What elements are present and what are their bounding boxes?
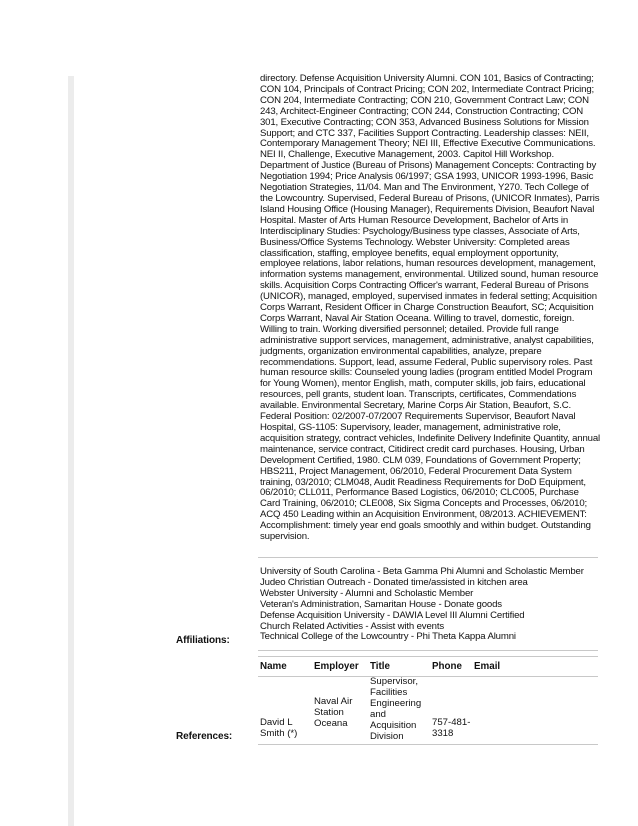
header-name: Name (260, 661, 287, 672)
affiliation-item: Judeo Christian Outreach - Donated time/assisted in kitchen area (260, 576, 528, 588)
header-employer: Employer (314, 661, 359, 672)
references-label: References: (176, 731, 233, 742)
divider-top (258, 557, 598, 558)
divider-middle (258, 650, 598, 651)
skills-paragraph: directory. Defense Acquisition University Alumni. CON 101, Basics of Contracting; CON 104, Principals of Contract Pricing; CON 202, Intermediate Contract Pricing; CON 204, Intermediate Contracting; CON 210, Government Contract Law; CON 243, Architect-Engineer Contracting; CON 244, Construction Contracting; CON 301, Executive Contracting; CON 353, Advanced Business Solutions for Mission Support; and CTC 337, Facilities Support Contracting. Leadership classes: NEII, Contemporary Management Theory; NEI III, Effective Executive Communications. NEI II, Challenge, Executive Management, 2003. Capitol Hill Workshop. Department of Justice (Bureau of Prisons) Management Concepts: Contracting by Negotiation 1994; Price Analysis 06/1997; GSA 1993, UNICOR 1993-1996, Basic Negotiation Strategies, 11/04. Man and The Environment, Y270. Tech College of the Lowcountry. Supervised, Federal Bureau of Prisons, (UNICOR Inmates), Parris Island Housing Office (Housing Manager), Requirements Division, Beaufort Naval Hospital. Master of Arts Human Resource Development, Bachelor of Arts in Interdisciplinary Studies: Psychology/Business type classes, Associate of Arts, Business/Office Systems Technology. Webster University: Completed areas classification, staffing, employee benefits, equal employment opportunity, employee relations, labor relations, human resources development, management, information systems management, environmental. Utilized sound, human resource skills. Acquisition Corps Contracting Officer's warrant, Federal Bureau of Prisons (UNICOR), managed, employed, supervised inmates in federal setting; Acquisition Corps Warrant, Resident Officer in Charge Construction Beaufort, SC; Acquisition Corps Warrant, Naval Air Station Oceana. Willing to travel, domestic, foreign. Willing to train. Working diversified personnel; detailed. Provide full range administrative support services, management, administrative, analyst capabilities, judgments, organization environmental capabilities, analyze, prepare recommendations. Support, lead, assume Federal, Public supervisory roles. Past human resource skills: Counseled young ladies (program entitled Model Program for Young Women), mentor English, math, computer skills, job fairs, educational resources, pell grants, student loan. Transcripts, certificates, Commendations available. Environmental Secretary, Marine Corps Air Station, Beaufort, S.C. Federal Position: 02/2007-07/2007 Requirements Supervisor, Beaufort Naval Hospital, GS-1105: Supervisory, leader, management, administrative role, acquisition strategy, contract vehicles, Indefinite Delivery Indefinite Quantity, annual maintenance, service contract, Citidirect credit card purchases. Housing, Urban Development Certified, 1980. CLM 039, Foundations of Government Property; HBS211, Project Management, 06/2010, Federal Procurement Data System training, 03/2010; CLM048, Audit Readiness Requirements for DoD Equipment, 06/2010; CLL011, Performance Based Logistics, 06/2010; CLC005, Purchase Card Training, 06/2010; CLE008, Six Sigma Concepts and Processes, 06/2010; ACQ 450 Leading within an Acquisition Environment, 08/2013. ACHIEVEMENT: Accomplishment: timely year end goals smoothly and within budget. Outstanding supervision. (260, 73, 603, 543)
ref-phone: 757-481- 3318 (432, 717, 471, 739)
header-phone: Phone (432, 661, 462, 672)
left-margin-bar (68, 76, 74, 826)
affiliation-item: Defense Acquisition University - DAWIA Level III Alumni Certified (260, 609, 525, 621)
divider-header (258, 676, 598, 677)
affiliation-item: Veteran's Administration, Samaritan House - Donate goods (260, 598, 502, 610)
affiliation-item: Church Related Activities - Assist with events (260, 620, 444, 632)
header-email: Email (474, 661, 501, 672)
affiliations-label: Affiliations: (176, 635, 230, 646)
header-title: Title (370, 661, 390, 672)
ref-employer: Naval Air Station Oceana (314, 696, 353, 729)
divider-bottom (258, 744, 598, 745)
affiliation-item: Webster University - Alumni and Scholastic Member (260, 587, 474, 599)
affiliation-item: University of South Carolina - Beta Gamma Phi Alumni and Scholastic Member (260, 566, 584, 577)
affiliation-item: Technical College of the Lowcountry - Phi Theta Kappa Alumni (260, 631, 516, 643)
ref-title: Supervisor, Facilities Engineering and Acquisition Division (370, 676, 422, 742)
affiliations-list (260, 567, 600, 643)
ref-name: David L Smith (*) (260, 717, 298, 739)
divider-middle-2 (258, 656, 598, 657)
